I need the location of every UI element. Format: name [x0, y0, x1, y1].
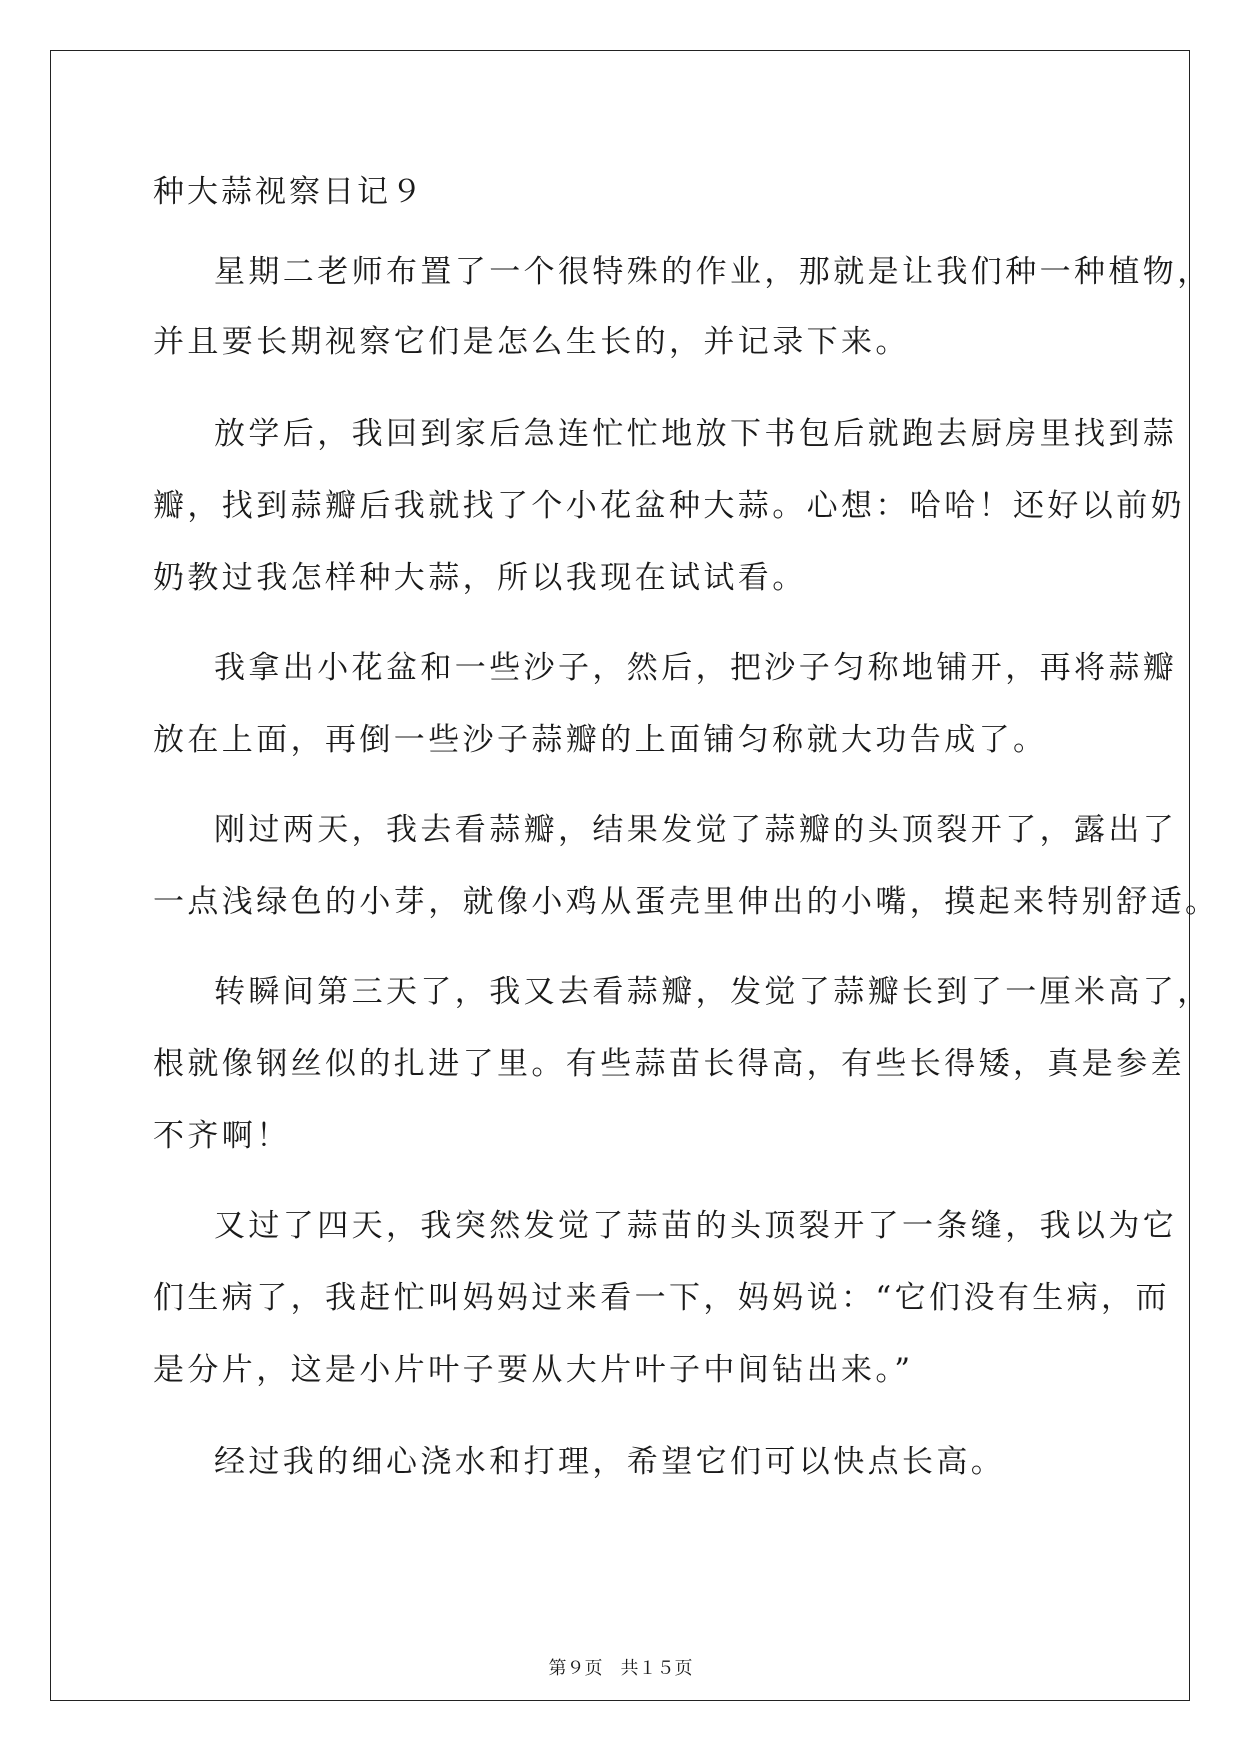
paragraph-line: 并且要长期视察它们是怎么生长的，并记录下来。 [153, 324, 910, 360]
paragraph-line: 放在上面，再倒一些沙子蒜瓣的上面铺匀称就大功告成了。 [153, 722, 1048, 758]
paragraph-line: 一点浅绿色的小芽，就像小鸡从蛋壳里伸出的小嘴，摸起来特别舒适。 [153, 884, 1220, 920]
document-title: 种大蒜视察日记９ [153, 174, 425, 210]
paragraph-line: 放学后，我回到家后急连忙忙地放下书包后就跑去厨房里找到蒜 [214, 416, 1178, 452]
paragraph-line: 经过我的细心浇水和打理，希望它们可以快点长高。 [214, 1444, 1006, 1480]
paragraph-line: 奶教过我怎样种大蒜，所以我现在试试看。 [153, 560, 807, 596]
paragraph-line: 星期二老师布置了一个很特殊的作业，那就是让我们种一种植物， [214, 254, 1212, 290]
paragraph-line: 不齐啊！ [153, 1118, 291, 1154]
paragraph-line: 瓣，找到蒜瓣后我就找了个小花盆种大蒜。心想：哈哈！还好以前奶 [153, 488, 1185, 524]
paragraph-line: 刚过两天，我去看蒜瓣，结果发觉了蒜瓣的头顶裂开了，露出了 [214, 812, 1178, 848]
paragraph-line: 根就像钢丝似的扎进了里。有些蒜苗长得高，有些长得矮，真是参差 [153, 1046, 1185, 1082]
page-total: 共１５页 [620, 1658, 693, 1679]
paragraph-line: 是分片，这是小片叶子要从大片叶子中间钻出来。” [153, 1352, 914, 1388]
paragraph-line: 又过了四天，我突然发觉了蒜苗的头顶裂开了一条缝，我以为它 [214, 1208, 1178, 1244]
paragraph-line: 我拿出小花盆和一些沙子，然后，把沙子匀称地铺开，再将蒜瓣 [214, 650, 1178, 686]
page-footer [0, 1657, 1241, 1681]
page-number: 第９页 [548, 1658, 603, 1679]
paragraph-line: 们生病了，我赶忙叫妈妈过来看一下，妈妈说：“它们没有生病，而 [153, 1280, 1170, 1316]
paragraph-line: 转瞬间第三天了，我又去看蒜瓣，发觉了蒜瓣长到了一厘米高了， [214, 974, 1212, 1010]
